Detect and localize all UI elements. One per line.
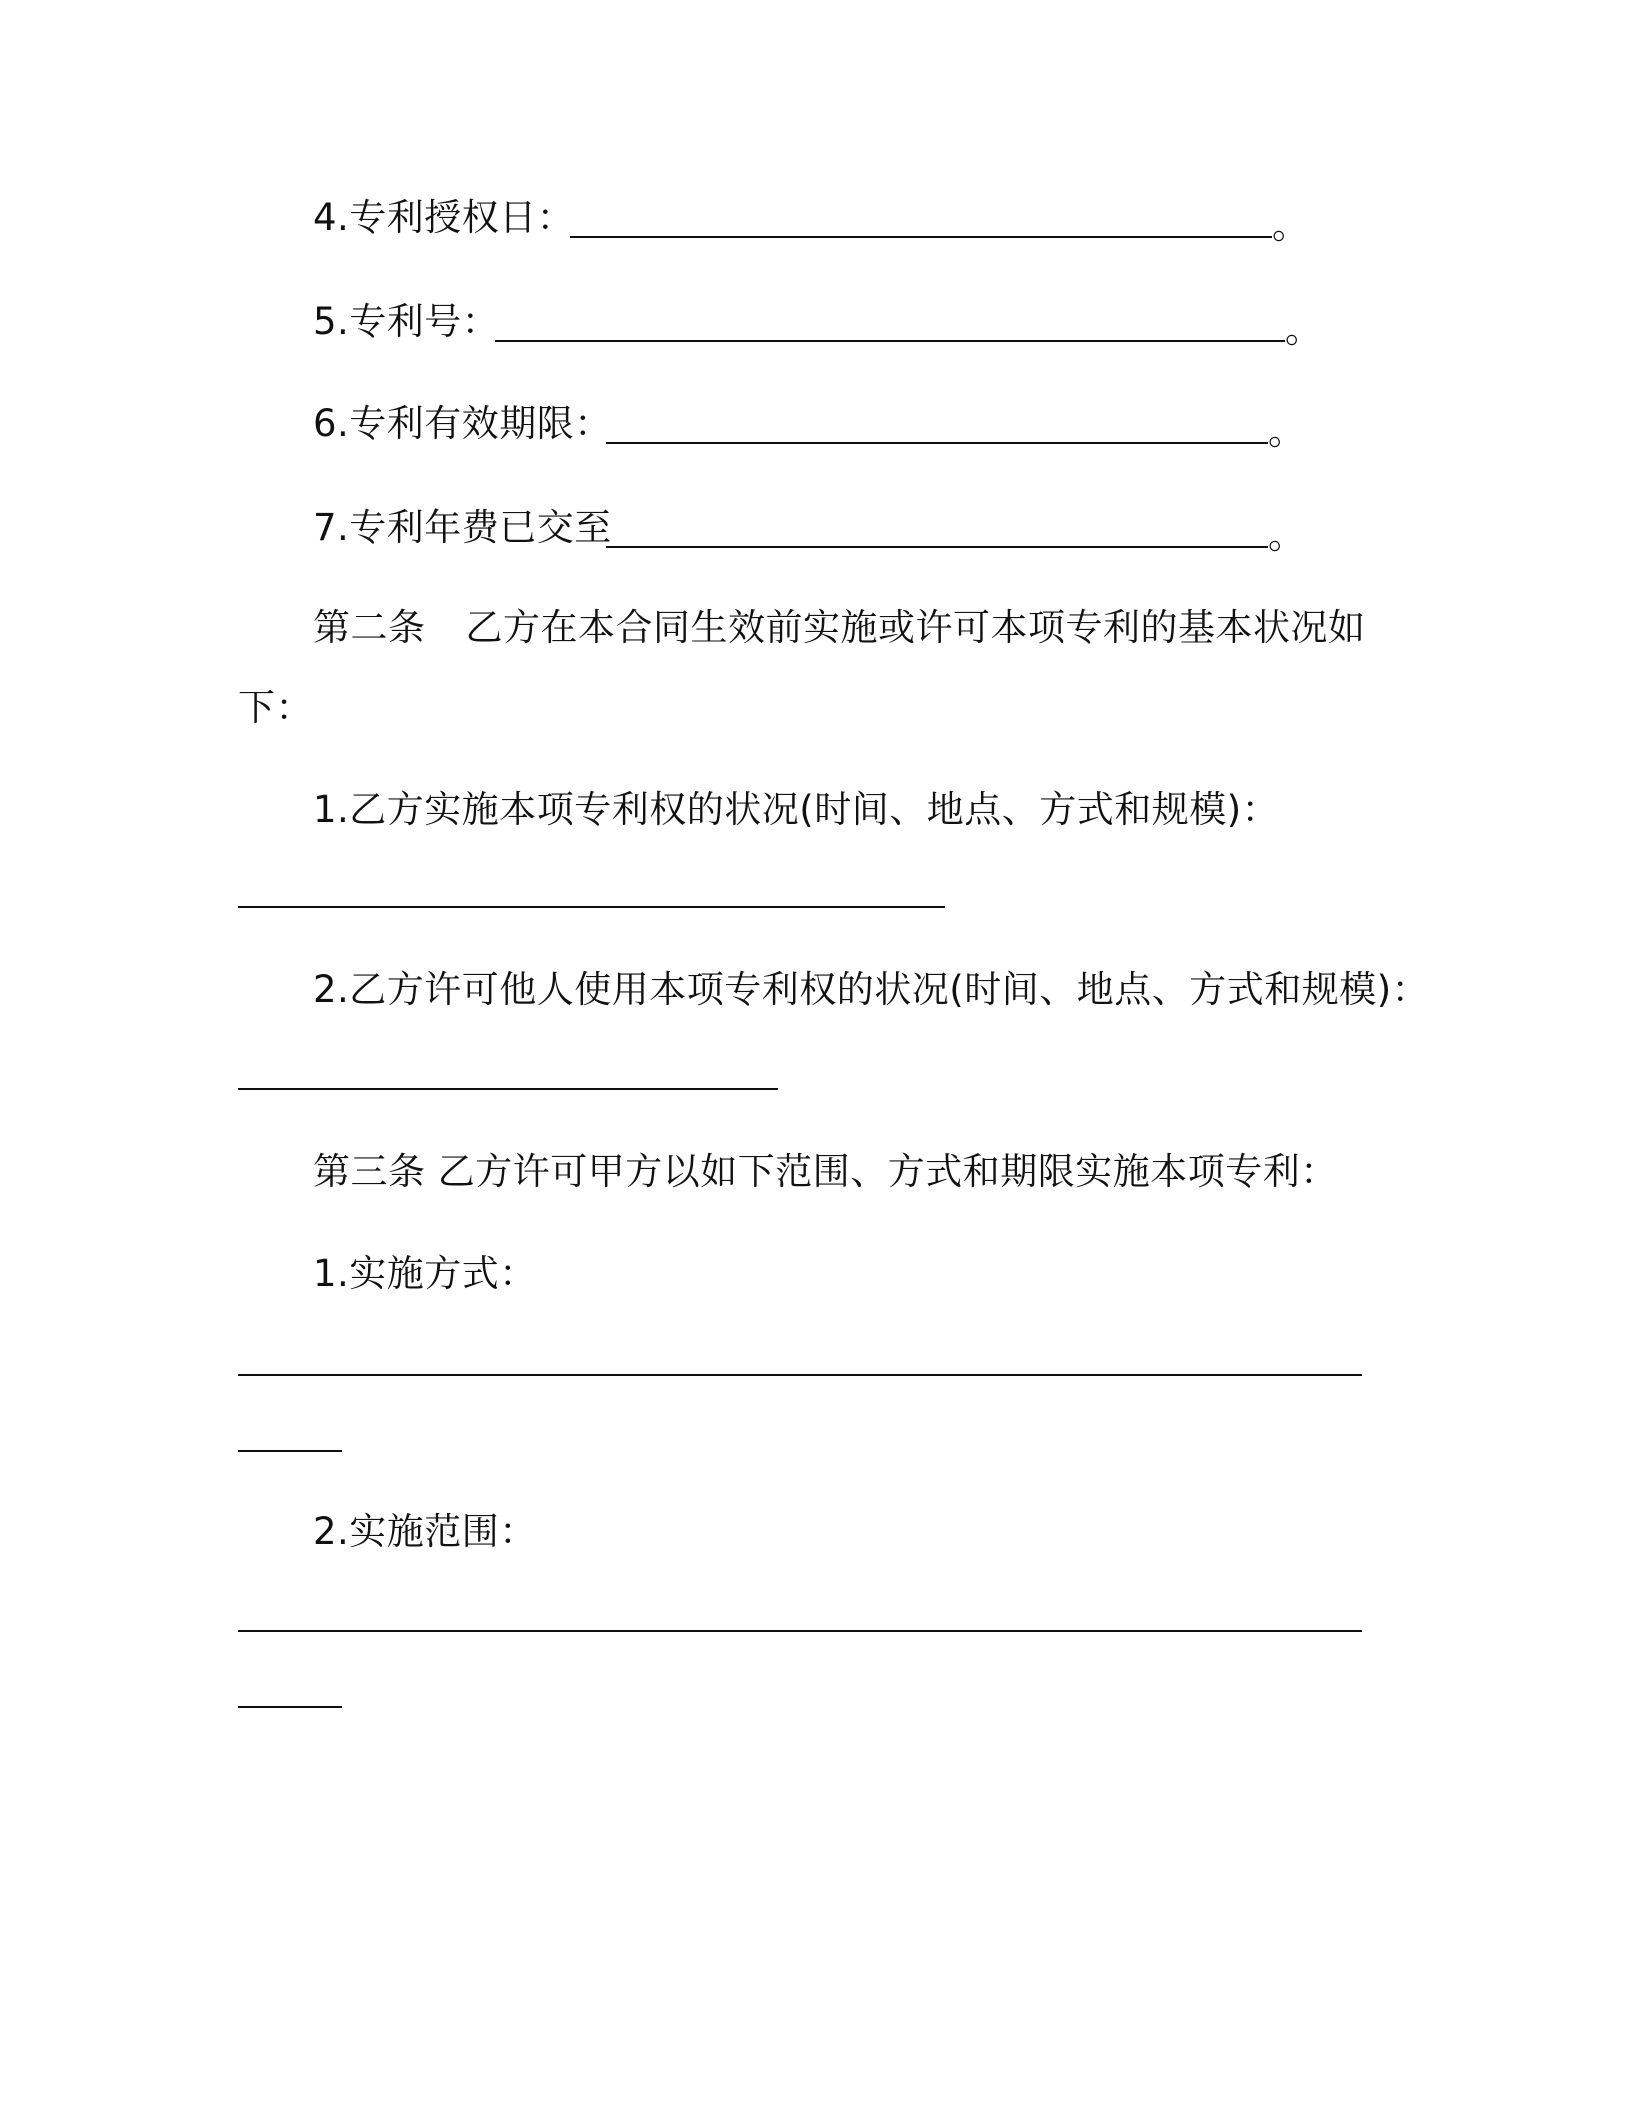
blank-line [238,1450,342,1452]
item-label: 6.专利有效期限： [313,402,612,445]
article-2-item-2: 2.乙方许可他人使用本项专利权的状况(时间、地点、方式和规模)： [313,968,1430,1011]
period-mark: 。 [1285,308,1322,351]
article-2-text: 乙方在本合同生效前实施或许可本项专利的基本状况如 [465,606,1366,649]
item-patent-validity [313,400,612,448]
blank-line [238,1630,1362,1632]
article-3-item-2: 2.实施范围： [313,1510,537,1553]
blank-line [570,236,1272,238]
blank-line [606,442,1268,444]
period-mark: 。 [1268,514,1305,557]
blank-line [238,1088,778,1090]
item-label: 4.专利授权日： [313,196,575,239]
article-2-heading: 第二条 [313,606,426,649]
item-annual-fee [313,504,612,552]
item-label: 7.专利年费已交至 [313,506,612,549]
item-patent-grant-date [313,194,574,242]
item-patent-number [313,298,499,346]
article-2-line-2: 下： [238,686,313,729]
blank-line [238,1706,342,1708]
article-3-heading: 第三条 乙方许可甲方以如下范围、方式和期限实施本项专利： [313,1150,1338,1193]
article-3-item-1: 1.实施方式： [313,1252,537,1295]
article-2-line-1 [313,604,1366,652]
blank-line [495,340,1285,342]
blank-line [606,546,1268,548]
item-label: 5.专利号： [313,300,500,343]
article-2-item-1: 1.乙方实施本项专利权的状况(时间、地点、方式和规模)： [313,788,1280,831]
blank-line [238,1374,1362,1376]
period-mark: 。 [1272,204,1309,247]
blank-line [238,906,945,908]
period-mark: 。 [1268,410,1305,453]
